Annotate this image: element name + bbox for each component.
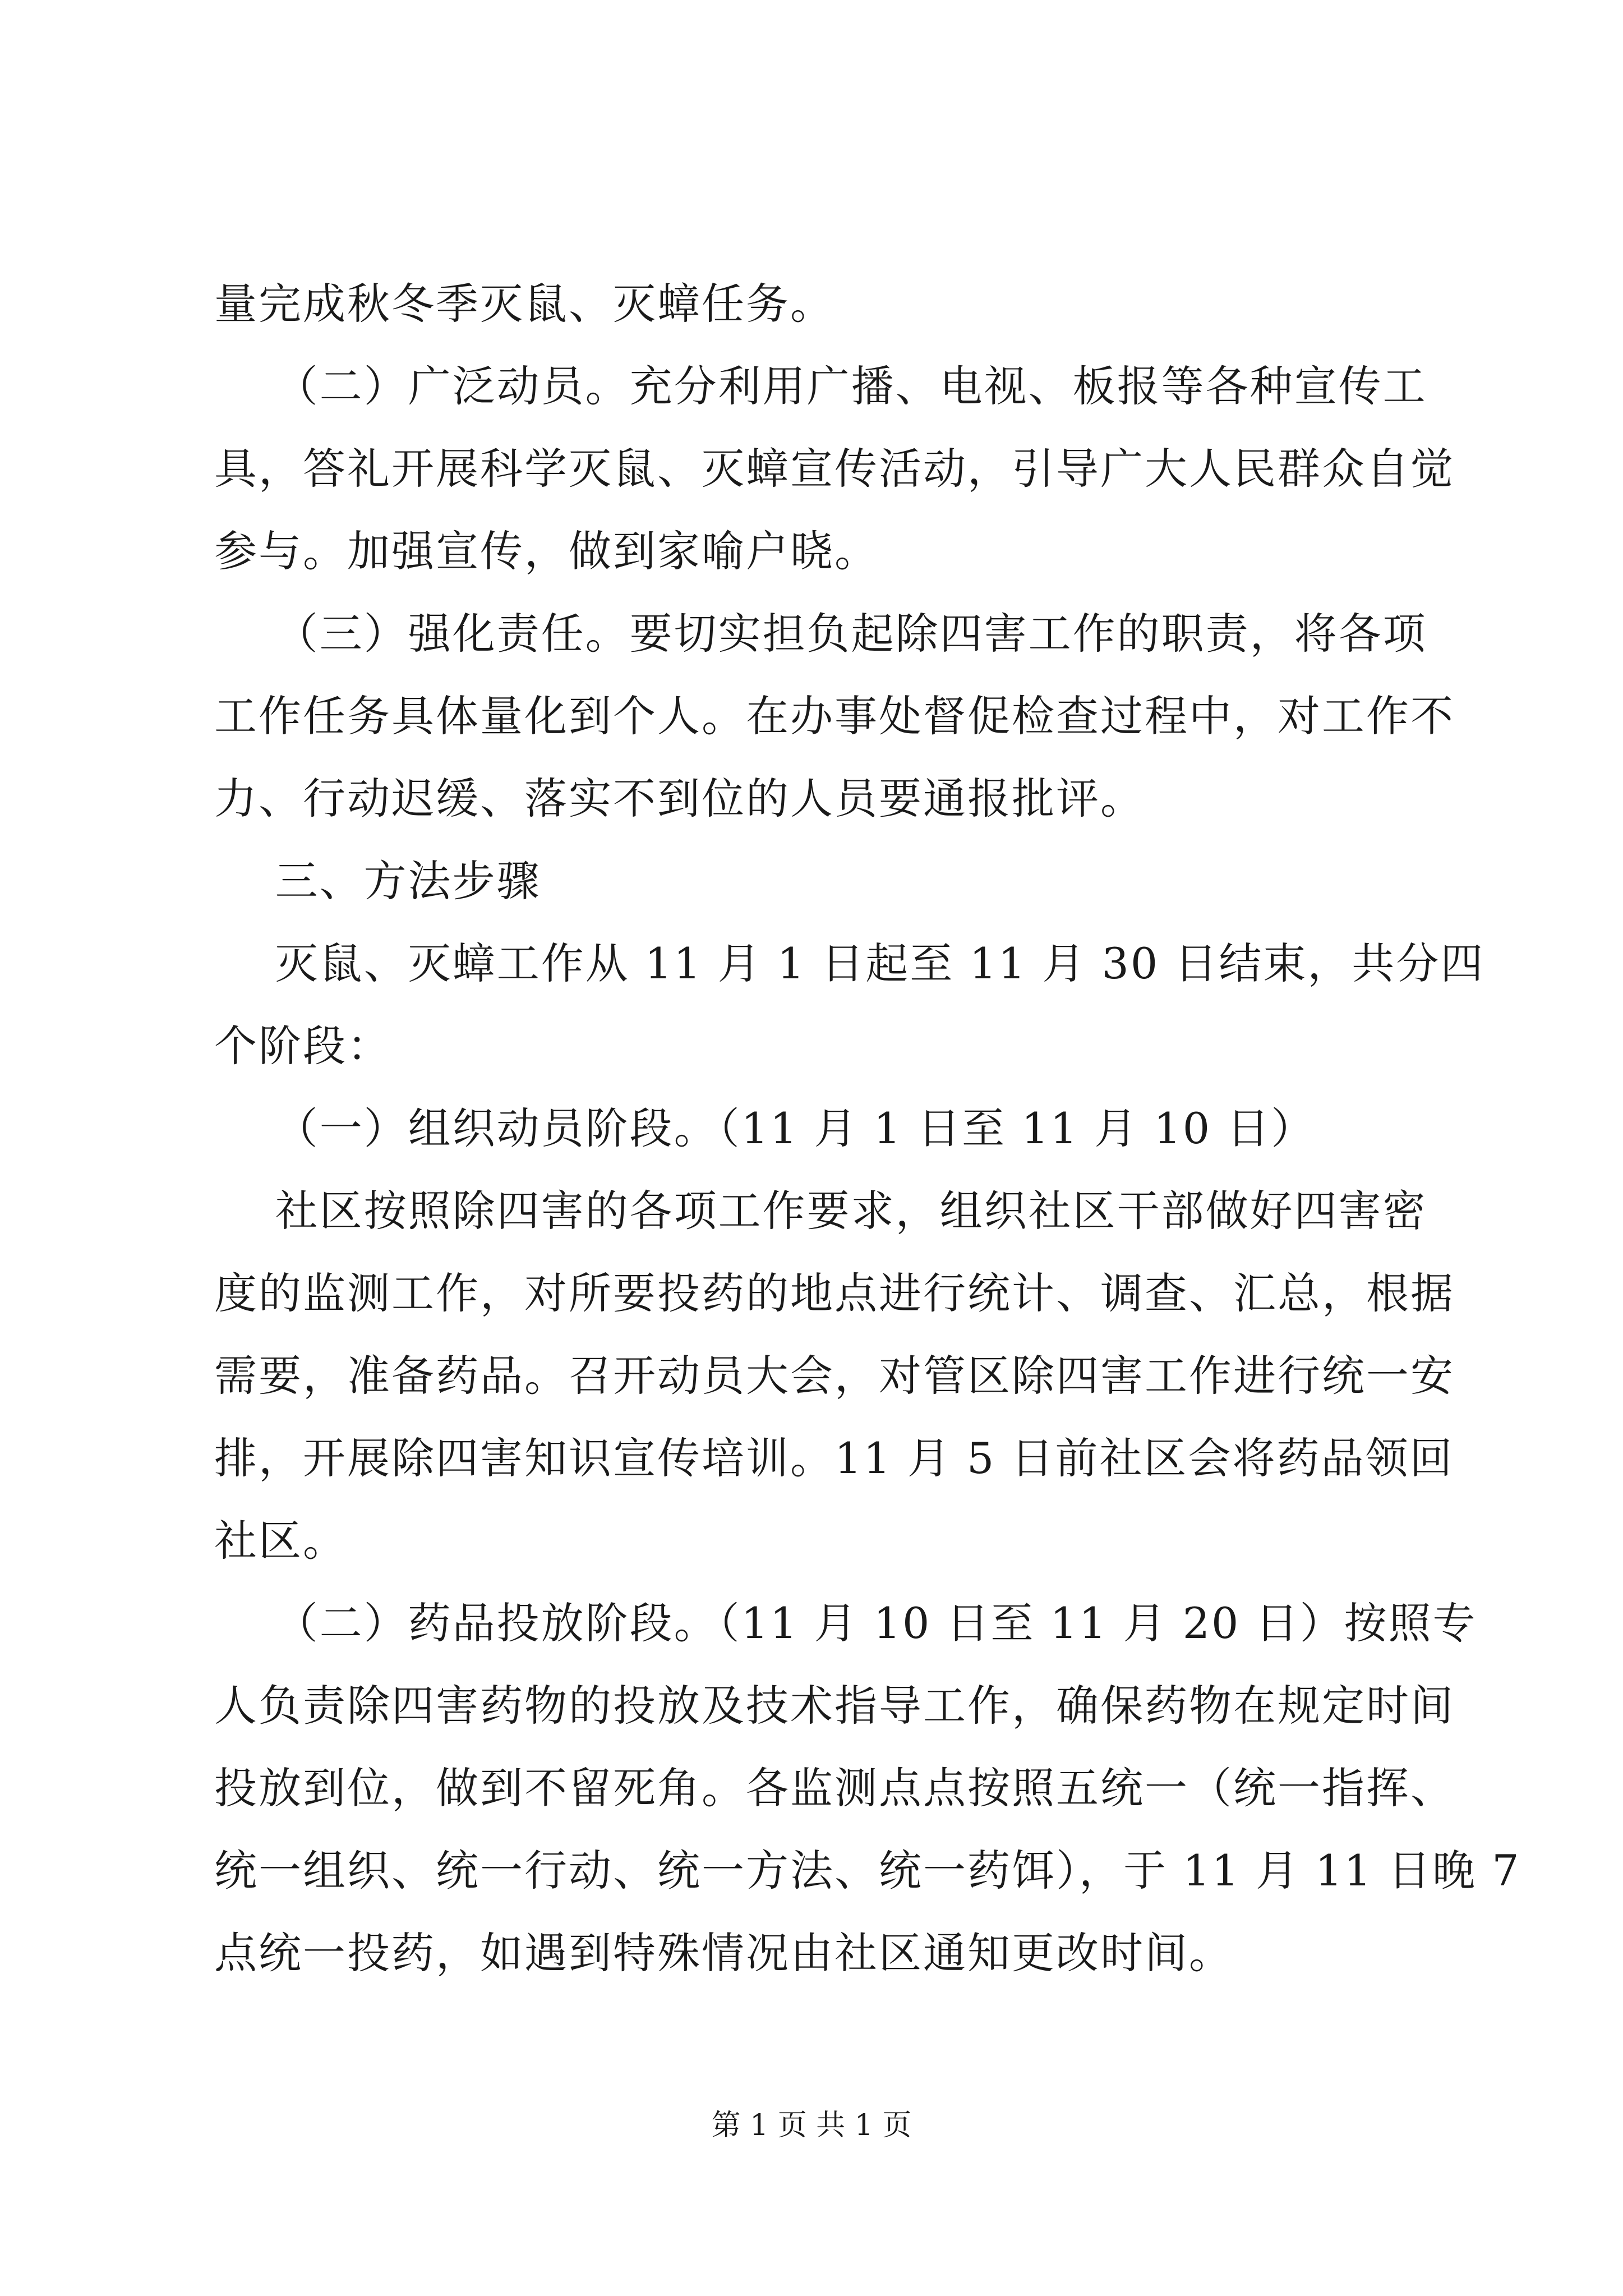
page-footer [0,2106,1623,2145]
text-line: （三）强化责任。要切实担负起除四害工作的职责，将各项 [214,609,1427,659]
text-line: 灭鼠、灭蟑工作从 11 月 1 日起至 11 月 30 日结束，共分四 [214,938,1485,988]
text-line: （二）广泛动员。充分利用广播、电视、板报等各种宣传工 [214,361,1427,411]
page-number: 第 1 页 共 1 页 [711,2109,912,2142]
text-line: 排，开展除四害知识宣传培训。11 月 5 日前社区会将药品领回 [214,1433,1454,1483]
text-line: 需要，准备药品。召开动员大会，对管区除四害工作进行统一安 [214,1351,1455,1401]
text-line: 参与。加强宣传，做到家喻户晓。 [214,526,879,576]
text-line: （一）组织动员阶段。（11 月 1 日至 11 月 10 日） [214,1103,1316,1153]
text-line: 工作任务具体量化到个人。在办事处督促检查过程中，对工作不 [214,691,1455,741]
text-line: 人负责除四害药物的投放及技术指导工作，确保药物在规定时间 [214,1681,1455,1731]
section-heading: 三、方法步骤 [214,856,541,906]
text-line: 投放到位，做到不留死角。各监测点点按照五统一（统一指挥、 [214,1763,1455,1813]
text-line: 社区。 [214,1516,347,1566]
text-line: 具，答礼开展科学灭鼠、灭蟑宣传活动，引导广大人民群众自觉 [214,444,1455,494]
text-line: 度的监测工作，对所要投药的地点进行统计、调查、汇总，根据 [214,1268,1455,1318]
text-line: 点统一投药，如遇到特殊情况由社区通知更改时间。 [214,1928,1233,1978]
text-line: （二）药品投放阶段。（11 月 10 日至 11 月 20 日）按照专 [214,1598,1477,1648]
document-body [214,263,1521,1994]
text-line: 统一组织、统一行动、统一方法、统一药饵），于 11 月 11 日晚 7 [214,1846,1521,1895]
text-line: 力、行动迟缓、落实不到位的人员要通报批评。 [214,774,1145,823]
text-line: 个阶段： [214,1021,391,1071]
text-line: 量完成秋冬季灭鼠、灭蟑任务。 [214,279,834,329]
text-line: 社区按照除四害的各项工作要求，组织社区干部做好四害密 [214,1186,1427,1236]
